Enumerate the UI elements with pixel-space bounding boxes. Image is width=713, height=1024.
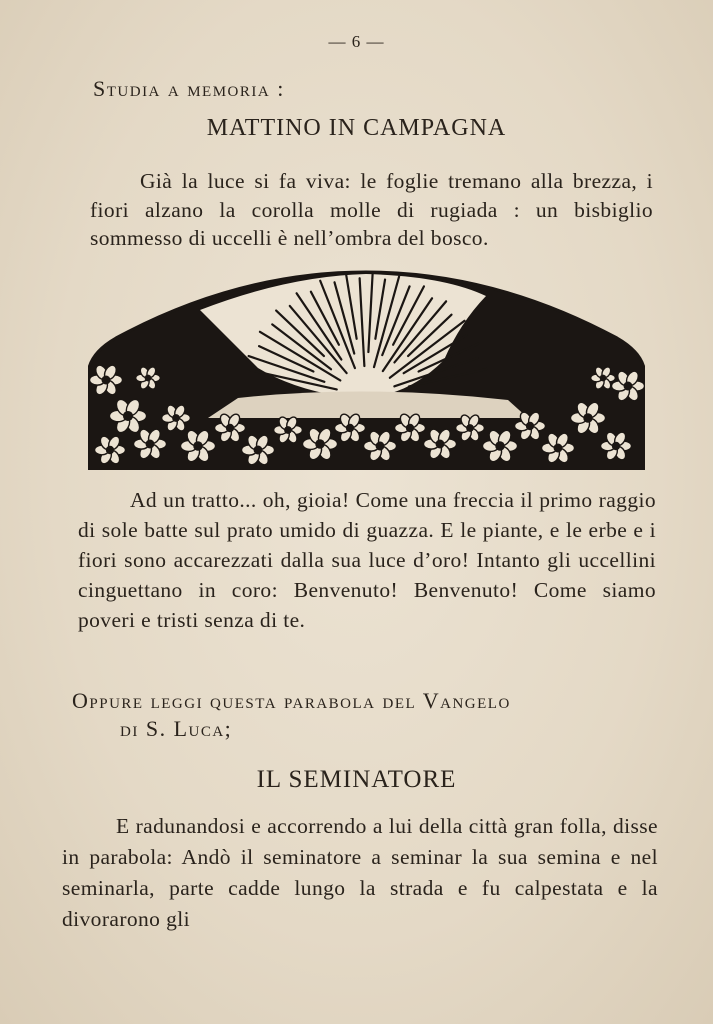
- parable-title: IL SEMINATORE: [256, 766, 457, 793]
- poem-title: MATTINO IN CAMPAGNA: [206, 115, 507, 141]
- paragraph-parable: E radunandosi e accorrendo a lui della città gran folla, disse in parabola: Andò il seminatore a seminar la sua semina e nel seminarla, parte cadde lungo la strada e fu calpestata e la divorarono gli: [62, 814, 658, 931]
- read-instruction-line1: Oppure leggi questa parabola del Vangelo: [72, 688, 511, 713]
- read-instruction-line2: di S. Luca;: [120, 716, 233, 741]
- read-instruction: [72, 687, 660, 743]
- page-number: — 6 —: [328, 32, 385, 51]
- paragraph-sunrise: Ad un tratto... oh, gioia! Come una freccia il primo raggio di sole batte sul prato umido di guazza. E le piante, e le erbe e i fiori sono accarezzati dalla sua luce d’oro! Intanto gli uccellini cinguettano in coro: Benvenuto! Benvenuto! Come siamo poveri e tristi senza di te.: [78, 488, 656, 632]
- paragraph-morning: Già la luce si fa viva: le foglie tremano alla brezza, i fiori alzano la corolla molle di rugiada : un bisbiglio sommesso di uccelli è nell’ombra del bosco.: [90, 169, 653, 250]
- sunrise-illustration: [88, 268, 645, 470]
- study-instruction: Studia a memoria :: [93, 76, 285, 101]
- illustration-arch: [88, 268, 645, 470]
